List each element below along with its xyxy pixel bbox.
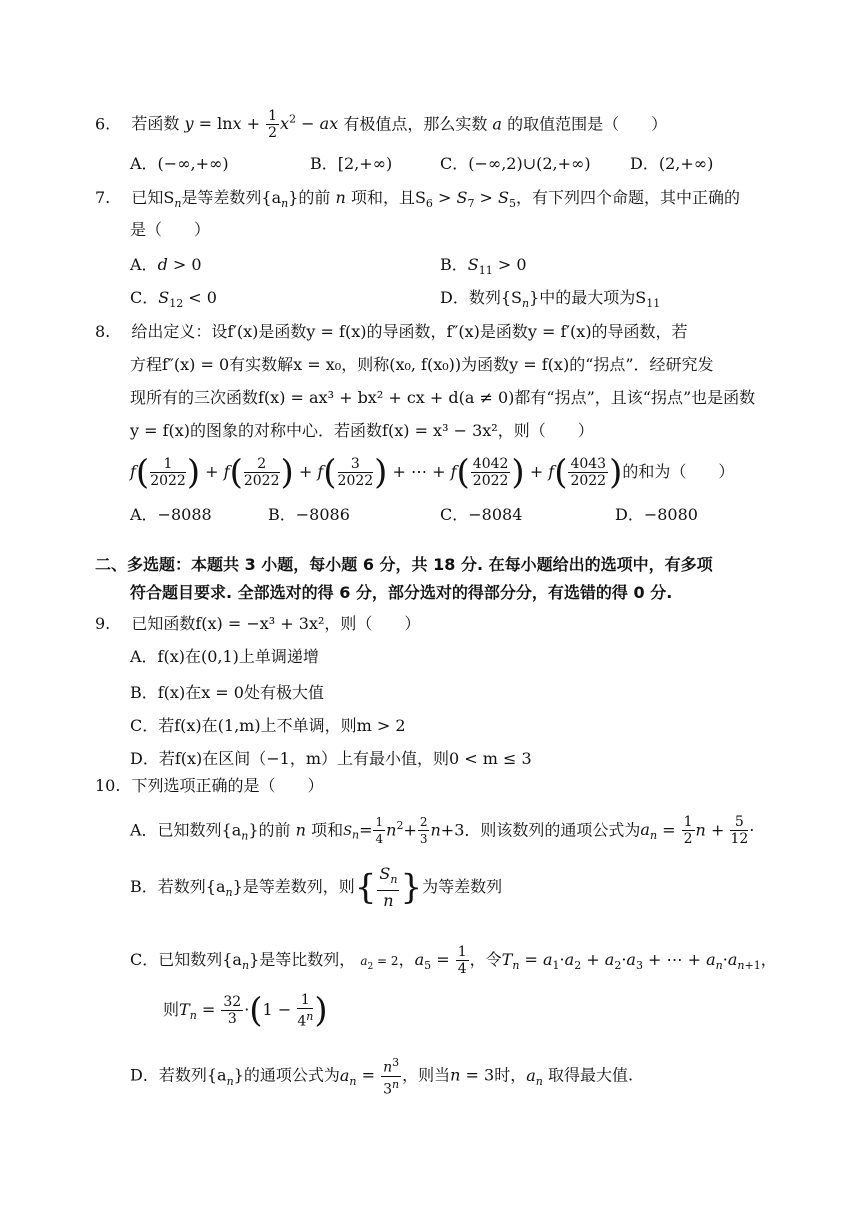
q6-number: 6. xyxy=(95,114,111,134)
q6-stem: 6. 若函数 y = lnx + $\frac{1}{2}$ $x^2$ − ax 有极值点，那么实数 a 的取值范围是（ ） xyxy=(95,108,668,142)
q10-option-c-line2: 则$T_n$ = $\frac{32}{3}$ ·(1 − $\frac{1}{4^n}$ ) xyxy=(163,990,328,1031)
q8-stem-line4: y = f(x)的图象的对称中心．若函数f(x) = x³ − 3x²，则（ ） xyxy=(130,421,594,440)
section2-heading-line1: 二、多选题：本题共 3 小题，每小题 6 分，共 18 分. 在每小题给出的选项中，有多项 xyxy=(95,555,713,574)
q9-option-c: C．若f(x)在(1,m)上不单调，则m > 2 xyxy=(130,716,406,735)
q7-option-b: B．$S_{11} > 0$ xyxy=(440,255,527,278)
q10-option-d: D．若数列$\{a_n\}$的通项公式为$a_n$ = $\frac{n^3}{3^n}$ ，则当n = 3时，$a_n$ 取得最大值. xyxy=(130,1056,634,1098)
q10-option-a: A．已知数列$\{a_n\}$的前 n 项和$S_n=$ $\frac{1}{4}$ $n^2+$ $\frac{2}{3}$ n+3．则该数列的通项公式为$a_n$ = $\frac{1}{2}$ n + $\frac{5}{12}$ · xyxy=(130,814,755,848)
q7-number: 7. xyxy=(95,188,111,207)
q9-number: 9. xyxy=(95,614,111,633)
q9-option-d: D．若f(x)在区间（−1，m）上有最小值，则0 < m ≤ 3 xyxy=(130,749,532,768)
section2-heading-line2: 符合题目要求. 全部选对的得 6 分，部分选对的得部分分，有选错的得 0 分. xyxy=(130,583,673,602)
q9-option-b: B．f(x)在x = 0处有极大值 xyxy=(130,683,324,702)
q8-sum-expression: f( $\frac{1}{2022}$ ) + f( $\frac{2}{2022}$ ) + f( $\frac{3}{2022}$ ) + ⋯ + f( $\frac{4042}{2022}$ ) + f( $\frac{4043}{2022}$ )的和为（ ） xyxy=(130,452,735,493)
q7-option-a: A．d > 0 xyxy=(130,255,202,274)
q8-stem-line1: 8. 给出定义：设f′(x)是函数y = f(x)的导函数，f″(x)是函数y = f′(x)的导函数，若 xyxy=(95,322,688,341)
q7-option-c: C．$S_{12} < 0$ xyxy=(130,288,217,311)
q6-option-c: C．(−∞,2)∪(2,+∞) xyxy=(440,154,591,173)
q6-formula: y = lnx + $\frac{1}{2}$ $x^2$ − ax xyxy=(184,108,339,142)
q9-stem: 9. 已知函数f(x) = −x³ + 3x²，则（ ） xyxy=(95,614,421,633)
q8-stem-line2: 方程f″(x) = 0有实数解x = x₀，则称(x₀, f(x₀))为函数y = f(x)的“拐点”．经研究发 xyxy=(130,355,714,374)
q6-option-b: B．[2,+∞) xyxy=(310,154,393,173)
q8-option-b: B．−8086 xyxy=(268,505,350,524)
q10-stem: 10. 下列选项正确的是（ ） xyxy=(95,776,324,795)
q8-option-c: C．−8084 xyxy=(440,505,523,524)
q10-option-b: B．若数列$\{a_n\}$是等差数列，则{ $\frac{S_n}{n}$ }为等差数列 xyxy=(130,863,503,911)
q8-option-d: D．−8080 xyxy=(615,505,698,524)
q9-option-a: A．f(x)在(0,1)上单调递增 xyxy=(130,647,319,666)
q8-number: 8. xyxy=(95,322,111,341)
q7-option-d: D．数列$\{S_n\}$中的最大项为$S_{11}$ xyxy=(440,288,661,311)
q7-stem-line2: 是（ ） xyxy=(130,220,211,239)
q8-option-a: A．−8088 xyxy=(130,505,212,524)
q6-option-a: A．(−∞,+∞) xyxy=(130,154,229,173)
q7-stem-line1: 7. 已知$S_n$是等差数列$\{a_n\}$的前 n 项和，且$S_6 > S_7 > S_5$，有下列四个命题，其中正确的 xyxy=(95,188,741,211)
q8-stem-line3: 现所有的三次函数f(x) = ax³ + bx² + cx + d(a ≠ 0)都有“拐点”，且该“拐点”也是函数 xyxy=(130,388,756,407)
q10-number: 10. xyxy=(95,776,121,795)
q6-option-d: D．(2,+∞) xyxy=(630,154,714,173)
q10-option-c-line1: C．已知数列$\{a_n\}$是等比数列， $a_2 = 2$，$a_5$ = $\frac{1}{4}$ ，令$T_n = a_1\cdot a_2 + a_2\cdot a_3$ + ⋯ + $a_n\cdot a_{n+1}$， xyxy=(130,944,777,977)
